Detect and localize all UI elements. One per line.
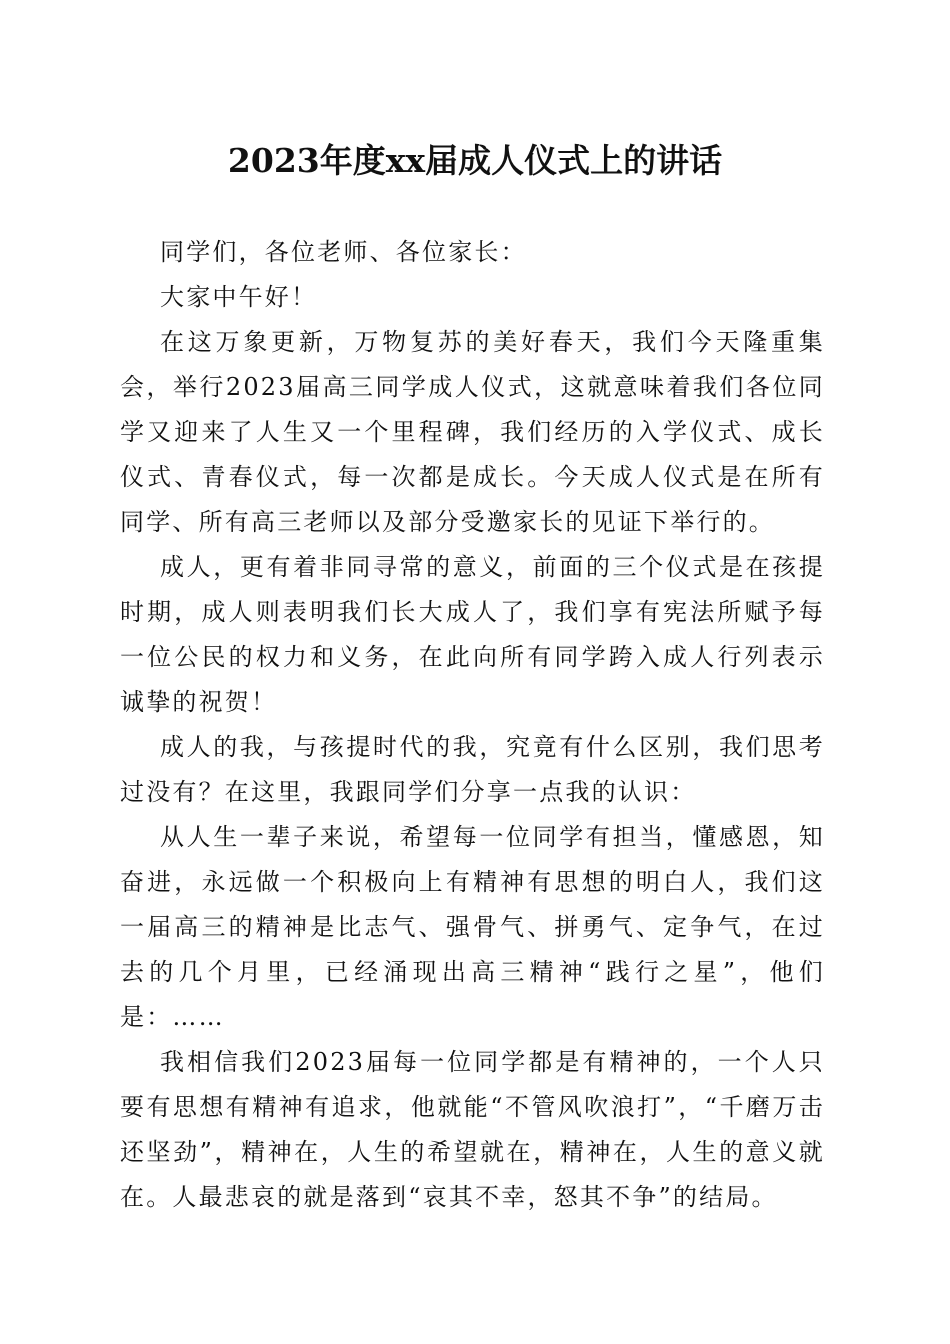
document-title: 2023年度xx届成人仪式上的讲话 <box>227 141 723 180</box>
salutation: 同学们，各位老师、各位家长： <box>160 238 527 266</box>
paragraph: 我相信我们2023届每一位同学都是有精神的，一个人只要有思想有精神有追求，他就能“不管风吹浪打”，“千磨万击还坚劲”，精神在，人生的希望就在，精神在，人生的意义就在。人最悲哀的就是落到“哀其不幸，怒其不争”的结局。 <box>120 1048 825 1211</box>
greeting: 大家中午好！ <box>160 283 318 311</box>
paragraph: 从人生一辈子来说，希望每一位同学有担当，懂感恩，知奋进，永远做一个积极向上有精神有思想的明白人，我们这一届高三的精神是比志气、强骨气、拼勇气、定争气，在过去的几个月里，已经涌现出高三精神“践行之星”，他们是：…… <box>120 823 825 1031</box>
paragraph: 成人的我，与孩提时代的我，究竟有什么区别，我们思考过没有？在这里，我跟同学们分享一点我的认识： <box>120 733 825 806</box>
document-body <box>120 230 825 1220</box>
paragraph: 在这万象更新，万物复苏的美好春天，我们今天隆重集会，举行2023届高三同学成人仪式，这就意味着我们各位同学又迎来了人生又一个里程碑，我们经历的入学仪式、成长仪式、青春仪式，每一次都是成长。今天成人仪式是在所有同学、所有高三老师以及部分受邀家长的见证下举行的。 <box>120 328 825 536</box>
paragraph: 成人，更有着非同寻常的意义，前面的三个仪式是在孩提时期，成人则表明我们长大成人了，我们享有宪法所赋予每一位公民的权力和义务，在此向所有同学跨入成人行列表示诚挚的祝贺！ <box>120 553 825 716</box>
